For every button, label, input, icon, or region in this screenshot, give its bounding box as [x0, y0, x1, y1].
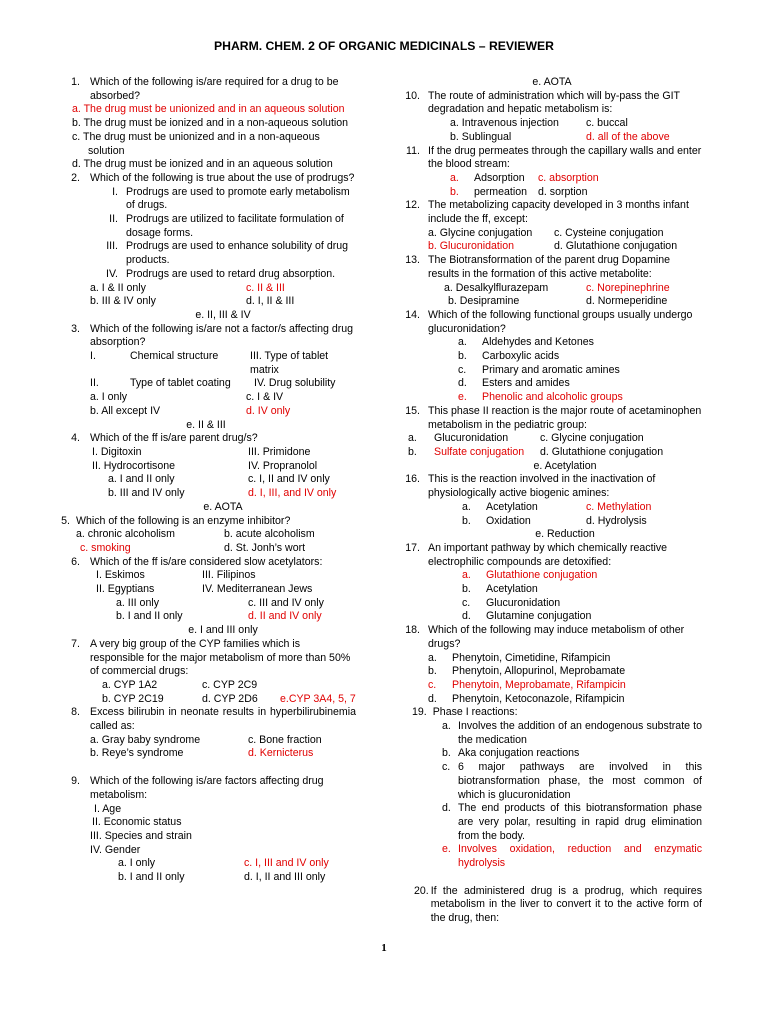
statement-4: IV. Gender	[90, 843, 141, 856]
question-number: 9.	[71, 775, 80, 788]
choice-c: c. Bone fraction	[248, 733, 322, 746]
question-text: Which of the following is/are required for a drug to be absorbed?	[90, 76, 339, 102]
question-number: 12.	[405, 199, 420, 212]
choice-d: d. The end products of this biotransformation phase are very polar, resulting in rapid drug elimination from the body.	[442, 802, 702, 842]
choice-b: b. III and IV only	[108, 487, 185, 500]
choice-b: permeation	[474, 185, 527, 198]
choice-e: e. Acetylation	[533, 459, 597, 472]
choice-c: c. CYP 2C9	[202, 678, 258, 691]
statement-3: III. Primidone	[248, 445, 311, 458]
choice-b: Carboxylic acids	[482, 350, 560, 363]
choice-c: Primary and aromatic amines	[482, 363, 620, 376]
choice-b: Phenytoin, Allopurinol, Meprobamate	[452, 665, 626, 678]
statement-1: I. Age	[94, 802, 122, 815]
choice-a: Aldehydes and Ketones	[482, 336, 594, 349]
choice-e: e. II & III	[186, 418, 226, 431]
question-number: 6.	[71, 555, 80, 568]
question-number: 20.	[414, 884, 429, 897]
question-number: 18.	[405, 624, 420, 637]
question-text: An important pathway by which chemically reactive electrophilic compounds are detoxified:	[428, 541, 668, 568]
question-11	[402, 145, 702, 200]
question-number: 2.	[71, 171, 80, 184]
question-text: The route of administration which will by-pass the GIT degradation and hepatic metabolism is:	[428, 89, 680, 116]
choice-a: a. CYP 1A2	[102, 678, 158, 691]
page-title: PHARM. CHEM. 2 OF ORGANIC MEDICINALS – REVIEWER	[214, 39, 554, 53]
question-8	[56, 706, 356, 761]
choice-b: Sulfate conjugation	[434, 445, 525, 458]
statement-3: III. Species and strain	[90, 829, 192, 842]
choice-b: b. CYP 2C19	[102, 692, 164, 705]
choice-b: b. I and II only	[118, 871, 185, 884]
choice-e: e. AOTA	[203, 500, 243, 513]
choice-b: Acetylation	[486, 583, 538, 596]
choice-e: e. I and III only	[188, 624, 258, 637]
question-number: 5.	[61, 514, 70, 527]
statement-3: III. Prodrugs are used to enhance solubility of drug products.	[106, 240, 349, 267]
choice-b: b. I and II only	[116, 610, 183, 623]
question-4	[56, 432, 356, 514]
choice-b: b. All except IV	[90, 404, 161, 417]
question-3	[56, 323, 356, 433]
choice-e: e. Reduction	[535, 528, 595, 541]
choice-a-letter: a.	[450, 171, 459, 184]
choice-d: d. I, II and III only	[244, 871, 326, 884]
question-6	[56, 556, 356, 638]
question-10	[402, 90, 702, 145]
question-number: 16.	[405, 473, 420, 486]
page-number: 1	[381, 942, 387, 954]
question-number: 3.	[71, 322, 80, 335]
question-text: This phase II reaction is the major route of acetaminophen metabolism in the pediatric group:	[428, 404, 702, 431]
question-number: 1.	[71, 76, 80, 88]
choice-b: b. Desipramine	[448, 295, 520, 308]
statement-1: I. Prodrugs are used to promote early metabolism of drugs.	[112, 185, 350, 212]
question-text: Which of the following is/are not a factor/s affecting drug absorption?	[90, 322, 354, 349]
choice-d: Esters and amides	[482, 377, 570, 390]
question-text: Which of the ff is/are parent drug/s?	[90, 432, 258, 445]
choice-a: a. I only	[90, 391, 128, 404]
choice-a: Acetylation	[486, 500, 538, 513]
question-text: Phase I reactions:	[432, 706, 518, 719]
choice-d: d. CYP 2D6	[202, 692, 258, 705]
question-text: Which of the ff is/are considered slow acetylators:	[90, 555, 323, 568]
question-number: 7.	[71, 637, 80, 650]
question-number: 19.	[412, 706, 427, 719]
choice-d: Phenytoin, Ketoconazole, Rifampicin	[452, 692, 625, 705]
statement-4: IV. Mediterranean Jews	[202, 583, 313, 596]
choice-e: Phenolic and alcoholic groups	[482, 391, 623, 404]
choice-a: Phenytoin, Cimetidine, Rifampicin	[452, 651, 611, 664]
question-number: 13.	[405, 254, 420, 267]
choice-d: d. St. Jonh’s wort	[224, 541, 306, 554]
question-text: Which of the following is true about the use of prodrugs?	[90, 171, 355, 184]
question-18: 18. Which of the following may induce metabolism of other drugs? a. Phenytoin, Cimetidine, Rifampicin b. Phenytoin, Allopurinol, Meprobamate c. Phenytoin, Meprobamate, Rifampicin d. Phenytoin, Ketoconazole, Rifampicin	[402, 624, 702, 706]
question-17: 17. An important pathway by which chemically reactive electrophilic compounds are detoxified: a. Glutathione conjugation b. Acetylation c. Glucuronidation d. Glutamine conjugation	[402, 542, 702, 624]
choice-d: d. II and IV only	[248, 610, 322, 623]
choice-c: c. I, II and IV only	[248, 473, 330, 486]
choice-c: c. I & IV	[246, 391, 284, 404]
choice-d: d. Kernicterus	[248, 747, 314, 760]
statement-2: II. Economic status	[92, 816, 182, 829]
question-text: The metabolizing capacity developed in 3 months infant include the ff, except:	[428, 199, 689, 226]
question-9-choice-e: e. AOTA	[532, 76, 572, 88]
choice-c: c. Glycine conjugation	[540, 432, 644, 445]
question-text: The Biotransformation of the parent drug Dopamine results in the formation of this active metabolite:	[428, 254, 671, 280]
choice-b: b. Glucuronidation	[428, 240, 514, 253]
choice-c: c. buccal	[586, 117, 628, 130]
statement-2: II. Prodrugs are utilized to facilitate formulation of dosage forms.	[109, 213, 344, 239]
choice-c: c. III and IV only	[248, 596, 324, 609]
question-text: Excess bilirubin in neonate results in hyperbilirubinemia called as:	[90, 706, 356, 733]
choice-a: Glucuronidation	[434, 432, 509, 445]
choice-c: c. Cysteine conjugation	[554, 226, 664, 239]
statement-3: III. Filipinos	[202, 569, 256, 582]
statement-1: I. Eskimos	[96, 569, 145, 582]
choice-a: a. I and II only	[108, 473, 175, 486]
choice-c: Glucuronidation	[486, 596, 561, 609]
choice-c: c. Norepinephrine	[586, 281, 670, 294]
choice-b: b. III & IV only	[90, 295, 156, 308]
question-5	[56, 515, 356, 556]
statement-2: II. Hydrocortisone	[92, 459, 176, 472]
question-text: If the drug permeates through the capillary walls and enter the blood stream:	[428, 144, 702, 171]
choice-d: d. Hydrolysis	[586, 514, 647, 527]
choice-d: d. Glutathione conjugation	[554, 240, 678, 253]
statement-4: IV. Prodrugs are used to retard drug absorption.	[106, 267, 336, 280]
choice-d: d. I, II & III	[246, 295, 295, 308]
question-7	[56, 638, 356, 707]
question-text: Which of the following is an enzyme inhibitor?	[76, 514, 291, 527]
choice-d: d. all of the above	[586, 130, 670, 143]
choice-c: c. Methylation	[586, 500, 652, 513]
choice-a: Glutathione conjugation	[486, 569, 598, 582]
question-number: 11.	[406, 144, 420, 157]
right-column	[402, 76, 702, 926]
question-13	[402, 254, 702, 309]
question-9	[56, 775, 356, 885]
question-1	[56, 76, 356, 172]
question-number: 15.	[405, 404, 420, 417]
statement-1: I. Digitoxin	[92, 445, 142, 458]
choice-a: a. Gray baby syndrome	[90, 733, 201, 746]
choice-c: c. absorption	[538, 171, 599, 184]
choice-c: c. The drug must be unionized and in a non-aqueous solution	[72, 130, 320, 157]
statement-4: IV. Propranolol	[248, 459, 318, 472]
choice-d: d. Normeperidine	[586, 295, 668, 308]
question-text: A very big group of the CYP families which is responsible for the major metabolism of more than 50% of commercial drugs:	[90, 637, 351, 678]
choice-d: d. sorption	[538, 185, 588, 198]
choice-c: c. 6 major pathways are involved in this biotransformation phase, the most common of which is glucuronidation	[442, 761, 702, 801]
question-12	[402, 199, 702, 254]
statement-row-1: I. Chemical structure III. Type of tablet matrix	[90, 350, 329, 376]
question-16: 16. This is the reaction involved in the inactivation of physiologically active biogenic amines: a. Acetylation c. Methylation b. Oxidation d. Hydrolysis e. Reduction	[402, 473, 702, 542]
choice-b: b. The drug must be ionized and in a non-aqueous solution	[72, 117, 349, 130]
question-15: 15. This phase II reaction is the major route of acetaminophen metabolism in the pediatric group: a. Glucuronidation c. Glycine conjugation b. Sulfate conjugation d. Glutathione conjugation e. Acetylation	[402, 405, 702, 474]
choice-e: e. II, III & IV	[195, 308, 251, 321]
choice-c: Phenytoin, Meprobamate, Rifampicin	[452, 678, 626, 691]
choice-b: b. Sublingual	[450, 130, 512, 143]
choice-a: a. chronic alcoholism	[76, 528, 175, 541]
choice-a: a. I & II only	[90, 281, 146, 294]
choice-b: b. Aka conjugation reactions	[442, 747, 580, 760]
choice-c: c. II & III	[246, 281, 285, 294]
question-text: Which of the following is/are factors affecting drug metabolism:	[90, 775, 324, 801]
question-number: 14.	[405, 308, 420, 321]
question-number: 10.	[405, 89, 420, 102]
choice-d: d. IV only	[246, 404, 291, 417]
statement-row-2: II. Type of tablet coating IV. Drug solubility	[90, 377, 336, 390]
statement-2: II. Egyptians	[96, 583, 155, 596]
choice-a: a. III only	[116, 596, 159, 609]
question-2	[56, 172, 356, 323]
choice-a: Adsorption	[474, 171, 525, 184]
question-20	[402, 885, 702, 926]
choice-a: a. Involves the addition of an endogenous substrate to the medication	[442, 720, 702, 746]
choice-b: b. Reye’s syndrome	[90, 747, 184, 760]
question-number: 4.	[71, 432, 80, 445]
choice-d: Glutamine conjugation	[486, 610, 592, 623]
choice-a: a. I only	[118, 857, 156, 870]
choice-a: a. Intravenous injection	[450, 117, 559, 130]
choice-d: d. The drug must be ionized and in an aqueous solution	[72, 158, 333, 171]
question-text: Which of the following functional groups usually undergo glucuronidation?	[428, 308, 693, 335]
question-text: Which of the following may induce metabolism of other drugs?	[428, 624, 685, 650]
choice-c: c. smoking	[80, 541, 131, 554]
left-column	[56, 76, 356, 885]
choice-b-letter: b.	[450, 185, 459, 198]
choice-a: a. Desalkylflurazepam	[444, 281, 549, 294]
question-text: If the administered drug is a prodrug, which requires metabolism in the liver to convert it to the active form of the drug, then:	[430, 884, 702, 925]
question-text: This is the reaction involved in the inactivation of physiologically active biogenic amines:	[428, 473, 656, 500]
choice-a: a. Glycine conjugation	[428, 226, 533, 239]
choice-c: c. I, III and IV only	[244, 857, 329, 870]
choice-b: b. acute alcoholism	[224, 528, 315, 541]
choice-b: Oxidation	[486, 514, 531, 527]
choice-a: a. The drug must be unionized and in an aqueous solution	[72, 103, 345, 116]
choice-e: e. Involves oxidation, reduction and enzymatic hydrolysis	[442, 843, 702, 870]
choice-d: d. I, III, and IV only	[248, 487, 337, 500]
choice-d: d. Glutathione conjugation	[540, 445, 664, 458]
question-number: 17.	[405, 541, 420, 554]
question-number: 8.	[71, 706, 80, 719]
choice-e: e.CYP 3A4, 5, 7	[280, 692, 356, 705]
question-19	[402, 706, 702, 870]
question-14: 14. Which of the following functional groups usually undergo glucuronidation? a. Aldehydes and Ketones b. Carboxylic acids c. Primary and aromatic amines d. Esters and amides e. Phenolic and alcoholic groups	[402, 309, 702, 405]
